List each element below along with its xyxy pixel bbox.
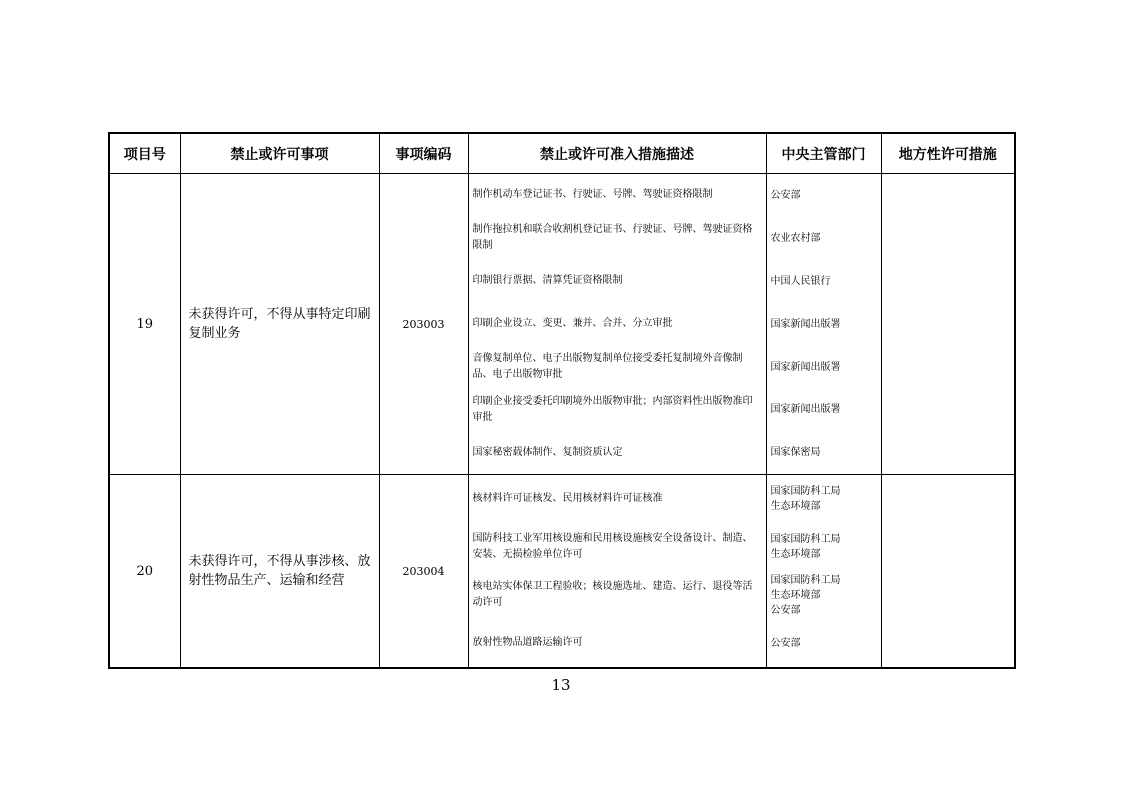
header-item-number: 项目号 xyxy=(109,133,180,174)
measure-description: 核材料许可证核发、民用核材料许可证核准 xyxy=(472,493,663,505)
permit-table xyxy=(108,132,1016,669)
local-measure xyxy=(881,174,1015,475)
department-list xyxy=(766,475,881,668)
header-row xyxy=(109,133,1015,174)
local-measure xyxy=(881,475,1015,668)
department-list xyxy=(766,174,881,475)
measure-description: 印刷企业设立、变更、兼并、合并、分立审批 xyxy=(472,318,673,330)
department-name: 国家新闻出版署 xyxy=(770,318,841,330)
measure-description: 制作机动车登记证书、行驶证、号牌、驾驶证资格限制 xyxy=(472,189,713,201)
department-name: 国家新闻出版署 xyxy=(770,361,841,373)
department-name: 国家国防科工局 生态环境部 xyxy=(770,534,841,561)
header-local-measure: 地方性许可措施 xyxy=(881,133,1015,174)
department-name: 国家国防科工局 生态环境部 xyxy=(770,486,841,513)
item-code: 203003 xyxy=(379,174,468,475)
measure-description: 印刷企业接受委托印刷境外出版物审批；内部资料性出版物准印审批 xyxy=(472,395,753,423)
measure-description: 放射性物品道路运输许可 xyxy=(472,637,583,649)
item-number: 20 xyxy=(109,475,180,668)
measure-description: 国防科技工业军用核设施和民用核设施核安全设备设计、制造、安装、无损检验单位许可 xyxy=(472,533,753,561)
measure-description: 印制银行票据、清算凭证资格限制 xyxy=(472,275,623,287)
measure-description-list xyxy=(468,174,766,475)
measure-description: 核电站实体保卫工程验收；核设施选址、建造、运行、退役等活动许可 xyxy=(472,581,753,609)
table-row xyxy=(109,174,1015,475)
item-name: 未获得许可，不得从事涉核、放射性物品生产、运输和经营 xyxy=(180,475,379,668)
item-number: 19 xyxy=(109,174,180,475)
measure-description-list xyxy=(468,475,766,668)
department-name: 农业农村部 xyxy=(770,232,821,244)
department-name: 国家国防科工局 生态环境部 公安部 xyxy=(770,574,841,616)
measure-description: 音像复制单位、电子出版物复制单位接受委托复制境外音像制品、电子出版物审批 xyxy=(472,353,743,381)
item-name: 未获得许可，不得从事特定印刷复制业务 xyxy=(180,174,379,475)
header-code: 事项编码 xyxy=(379,133,468,174)
item-code: 203004 xyxy=(379,475,468,668)
department-name: 国家新闻出版署 xyxy=(770,404,841,416)
department-name: 公安部 xyxy=(770,189,801,201)
page-number: 13 xyxy=(551,676,571,694)
department-name: 国家保密局 xyxy=(770,447,821,459)
header-central-department: 中央主管部门 xyxy=(766,133,881,174)
department-name: 中国人民银行 xyxy=(770,275,831,287)
header-measure-description: 禁止或许可准入措施描述 xyxy=(468,133,766,174)
measure-description: 制作拖拉机和联合收割机登记证书、行驶证、号牌、驾驶证资格限制 xyxy=(472,224,753,252)
department-name: 公安部 xyxy=(770,637,801,649)
table-row xyxy=(109,475,1015,668)
header-item: 禁止或许可事项 xyxy=(180,133,379,174)
measure-description: 国家秘密载体制作、复制资质认定 xyxy=(472,446,623,458)
